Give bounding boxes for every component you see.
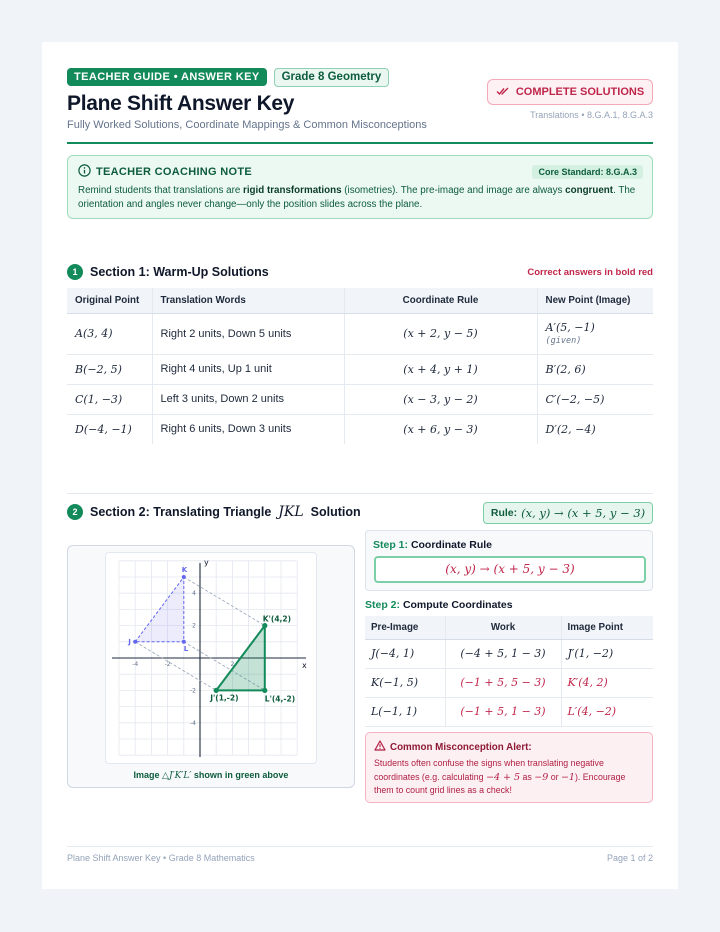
step-number: Step 2: [365,599,401,611]
image-point: J′(1, −2) [561,639,653,668]
coordinate-plane [105,552,317,764]
tick-label: 2 [192,622,196,630]
answer-key-page [42,42,678,889]
rule-badge [483,502,653,524]
column-header: Translation Words [152,288,344,313]
image-vertex-label: J'(1,-2) [210,693,239,703]
tick-label: 4 [192,590,196,598]
warm-up-table [67,288,653,444]
header-divider [67,142,653,144]
alert-body [374,757,644,798]
tick-label: -2 [190,687,196,695]
new-point-answer: D′(2, −4) [537,414,653,444]
translation-words: Left 3 units, Down 2 units [152,384,344,414]
alert-text: as [520,771,535,782]
tick-label: 2 [230,661,235,668]
column-header: Work [445,616,561,639]
new-point-answer: C′(−2, −5) [537,384,653,414]
column-header: New Point (Image) [537,288,653,313]
section-number: 2 [67,504,83,520]
complete-solutions-badge [487,79,653,105]
pre-image-point: L(−1, 1) [365,697,445,726]
translation-words: Right 2 units, Down 5 units [152,313,344,354]
header-tags [67,68,389,87]
note-emphasis: rigid transformations [243,185,342,196]
tick-label: -2 [164,661,171,668]
alert-header [374,740,644,754]
pre-image-point: K(−1, 5) [365,668,445,697]
rule-badge-math: (x, y) → (x + 5, y − 3) [521,506,646,520]
pre-image-vertex-label: L [183,644,189,653]
axis-label-y: y [204,558,209,567]
translation-words: Right 4 units, Up 1 unit [152,354,344,384]
solutions-badge-label: COMPLETE SOLUTIONS [515,86,645,98]
coordinate-rule-box: (x, y) → (x + 5, y − 3) [374,556,646,583]
pre-image-vertex [133,640,137,644]
table-header-row [67,288,653,313]
step-title: Compute Coordinates [402,599,513,611]
image-vertex [214,688,219,693]
rule-badge-label: Rule: [490,507,518,519]
teacher-coaching-note [67,155,653,219]
pre-image-vertex [182,640,186,644]
info-icon [78,164,91,180]
teacher-guide-tag: TEACHER GUIDE • ANSWER KEY [67,68,267,86]
section-1-title: Section 1: Warm-Up Solutions [90,265,269,279]
table-row [365,668,653,697]
triangle-name: JKL [278,504,304,520]
image-point-answer: K′(4, 2) [561,668,653,697]
section-number: 1 [67,264,83,280]
note-text: Remind students that translations are [78,185,244,196]
translation-arrow [184,577,265,626]
step-1-label [373,539,492,551]
alert-text: Students often confuse the signs when translating negative coordinates (e.g. calculating [374,758,604,782]
warning-icon [374,740,386,754]
work-cell-answer: (−1 + 5, 5 − 3) [445,668,561,697]
alert-math: −1 [560,771,575,783]
coordinate-rule-answer: (x + 4, y + 1) [344,354,537,384]
step-number: Step 1: [373,539,409,551]
original-point: A(3, 4) [67,313,152,354]
section-1-heading [67,264,269,280]
pre-image-point: J(−4, 1) [365,639,445,668]
caption-math: J′K′L′ [168,771,192,781]
table-header-row [365,616,653,639]
coordinate-rule-answer: (x − 3, y − 2) [344,384,537,414]
double-check-icon [496,86,510,99]
column-header: Pre-Image [365,616,445,639]
note-title: TEACHER COACHING NOTE [96,166,253,178]
pre-image-vertex [182,575,186,579]
step-2-label [365,599,513,611]
coordinate-plane-svg [106,553,318,765]
image-vertex-label: K'(4,2) [262,614,292,624]
new-point [537,313,653,354]
axis-label-x: x [302,661,307,670]
note-text: . The orientation and angles never change—only the position slides across the plane. [78,185,636,210]
caption-text: Image △ [133,770,169,780]
original-point: C(1, −3) [67,384,152,414]
alert-title: Common Misconception Alert: [390,741,532,753]
standards-label: Translations • 8.G.A.1, 8.G.A.3 [530,110,653,120]
answers-note: Correct answers in bold red [527,267,653,278]
column-header: Original Point [67,288,152,313]
coordinate-graph-card [67,545,355,788]
section-2-heading [67,504,361,520]
image-point-answer: L′(4, −2) [561,697,653,726]
page-number: Page 1 of 2 [606,853,653,863]
core-standard-badge: Core Standard: 8.G.A.3 [532,165,643,179]
table-row [365,639,653,668]
note-body [78,184,642,212]
table-row [67,414,653,444]
grade-tag: Grade 8 Geometry [274,68,390,87]
alert-math: −9 [534,771,549,783]
graph-caption [68,770,354,781]
work-cell: (−4 + 5, 1 − 3) [445,639,561,668]
alert-math: −4 + 5 [485,771,521,783]
tick-label: -4 [190,719,196,727]
note-emphasis: congruent [565,185,614,196]
column-header: Coordinate Rule [344,288,537,313]
misconception-alert [365,732,653,803]
image-vertex [262,688,267,693]
pre-image-vertex-label: K [181,566,188,574]
alert-text: or [548,771,561,782]
page-title: Plane Shift Answer Key [67,92,295,115]
table-row [67,354,653,384]
alert-text: ). Encourage them to count grid lines as a check! [374,771,626,795]
page-subtitle: Fully Worked Solutions, Coordinate Mappings & Common Misconceptions [67,119,427,131]
step-1-card [365,530,653,591]
note-text: (isometries). The pre-image and image are always [341,185,566,196]
compute-coordinates-table [365,616,653,727]
section-divider [67,493,653,494]
given-image-point: A′(5, −1) [545,321,595,334]
image-vertex-label: L'(4,-2) [264,694,296,704]
new-point-answer: B′(2, 6) [537,354,653,384]
caption-text: shown in green above [191,770,289,780]
given-label: (given) [545,336,582,346]
original-point: B(−2, 5) [67,354,152,384]
coordinate-rule-answer: (x + 6, y − 3) [344,414,537,444]
tick-label: -4 [132,661,139,668]
table-row [67,384,653,414]
coordinate-rule: (x + 2, y − 5) [344,313,537,354]
translation-words: Right 6 units, Down 3 units [152,414,344,444]
original-point: D(−4, −1) [75,422,132,436]
step-title: Coordinate Rule [410,539,493,551]
table-row [365,697,653,726]
image-vertex [262,623,267,628]
footer-title: Plane Shift Answer Key • Grade 8 Mathematics [67,853,255,863]
section-2-title-suffix: Solution [310,505,361,519]
work-cell-answer: (−1 + 5, 1 − 3) [445,697,561,726]
column-header: Image Point [561,616,653,639]
footer-divider [67,846,653,847]
pre-image-vertex-label: J [128,637,131,646]
translation-arrow [135,642,216,691]
table-row [67,313,653,354]
section-2-title: Section 2: Translating Triangle [90,505,272,519]
